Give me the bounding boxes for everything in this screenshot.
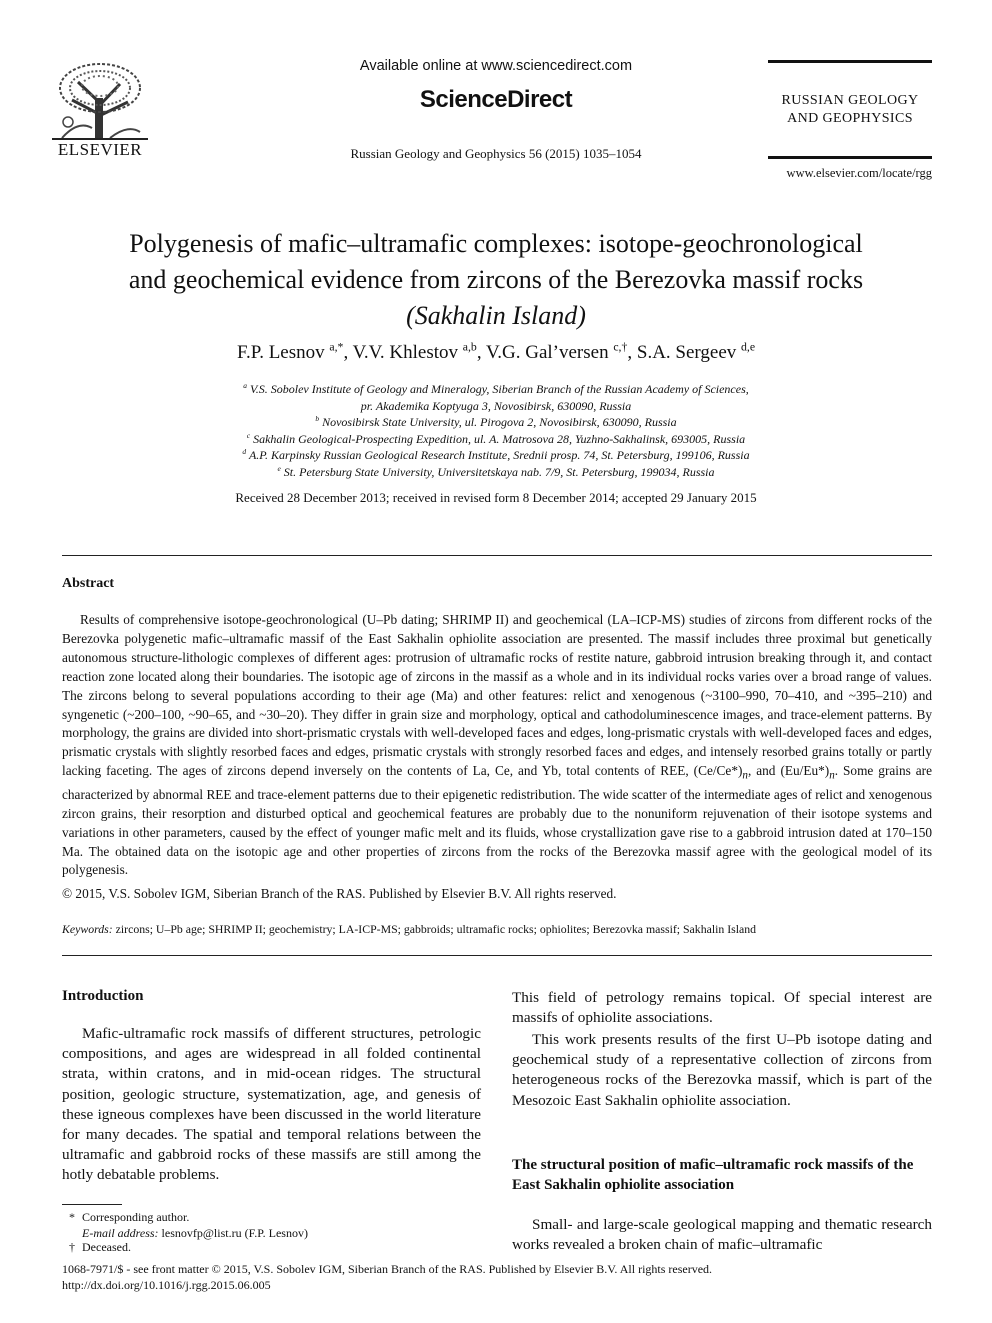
journal-name — [766, 92, 934, 128]
affiliation-a-continued: pr. Akademika Koptyuga 3, Novosibirsk, 630090, Russia — [360, 399, 632, 413]
author-affiliation-marks: a,b — [462, 340, 477, 354]
ratio-ce: (Ce/Ce*) — [693, 763, 743, 779]
affiliation-text: A.P. Karpinsky Russian Geological Research Institute, Srednii prosp. 74, St. Petersburg, 199106, Russia — [248, 448, 750, 462]
affiliation-mark: e — [277, 464, 281, 473]
affiliation-c — [100, 431, 892, 448]
journal-rule-top — [768, 60, 932, 63]
footnote-rule — [62, 1204, 122, 1205]
author-name[interactable]: V.G. Gal’versen — [485, 342, 609, 363]
article-title — [60, 226, 932, 334]
affiliation-text: Novosibirsk State University, ul. Pirogova 2, Novosibirsk, 630090, Russia — [322, 415, 677, 429]
abstract-copyright: © 2015, V.S. Sobolev IGM, Siberian Branch of the RAS. Published by Elsevier B.V. All rights reserved. — [62, 886, 617, 901]
author-separator: , — [343, 342, 353, 363]
title-line-3: (Sakhalin Island) — [406, 301, 586, 330]
footnote-deceased — [62, 1240, 131, 1255]
author-separator: , — [476, 342, 486, 363]
body-paragraph: This work presents results of the first U–Pb isotope dating and geochemical study of a representative collection of zircons from heterogeneous rocks of the Berezovka massif, which is part of the Mesozoic East Sakhalin ophiolite association. — [512, 1031, 932, 1109]
ratio-eu: (Eu/Eu*) — [780, 763, 830, 779]
email-label: E-mail address: — [82, 1226, 159, 1240]
footnote-text: Deceased. — [82, 1240, 131, 1254]
journal-rule-bottom — [768, 156, 932, 159]
journal-citation: Russian Geology and Geophysics 56 (2015) 1035–1054 — [350, 146, 642, 161]
body-paragraph: Small- and large-scale geological mapping and thematic research works revealed a broken chain of mafic–ultramafic — [512, 1216, 932, 1254]
keywords-list: zircons; U–Pb age; SHRIMP II; geochemistry; LA-ICP-MS; gabbroids; ultramafic rocks; ophiolites; Berezovka massif; Sakhalin Island — [115, 922, 757, 936]
keywords — [62, 922, 932, 937]
journal-name-line1: RUSSIAN GEOLOGY — [781, 93, 919, 108]
journal-url-link[interactable]: www.elsevier.com/locate/rgg — [786, 166, 932, 180]
keywords-label: Keywords: — [62, 922, 113, 936]
affiliation-text: St. Petersburg State University, Universitetskaya nab. 7/9, St. Petersburg, 199034, Russia — [283, 465, 715, 479]
journal-name-line2: AND GEOPHYSICS — [787, 111, 913, 126]
body-paragraph: This field of petrology remains topical. Of special interest are massifs of ophiolite associations. — [512, 989, 932, 1027]
abstract-text — [62, 611, 932, 880]
author-separator: , — [627, 342, 637, 363]
affiliation-mark: d — [242, 447, 247, 456]
affiliation-mark: c — [246, 431, 251, 440]
affiliation-b — [100, 414, 892, 431]
author-name[interactable]: S.A. Sergeev — [636, 342, 737, 363]
footnote-email — [62, 1226, 308, 1241]
doi-link[interactable]: http://dx.doi.org/10.1016/j.rgg.2015.06.005 — [62, 1278, 271, 1292]
footnote-text: Corresponding author. — [82, 1210, 190, 1224]
divider-bottom — [62, 955, 932, 956]
abstract-part-2: . Some grains are characterized by abnormal REE and trace-element patterns due to their epigenetic redistribution. The wide scatter of the intermediate ages of relict and xenogenous zircon grains, their resorption and disturbed optical and geochemical features are probably due to the nonuniform rejuvenation of their isotope systems and variations in other parameters, caused by the effect of younger mafic melt and its fluids, whose crystallization gave rise to a gabbroid intrusion dated at 170–150 Ma. The obtained data on the isotopic age and other properties of zircons from the rocks of the Berezovka massif agree with the geological model of its polygenesis. — [62, 763, 933, 878]
author-affiliation-marks: c,† — [613, 340, 628, 354]
ratio-eu-subscript: n — [829, 769, 835, 782]
introduction-heading: Introduction — [62, 988, 144, 1004]
issn-line: 1068-7971/$ - see front matter © 2015, V.S. Sobolev IGM, Siberian Branch of the RAS. Published by Elsevier B.V. All rights reserved. — [62, 1262, 713, 1276]
author-affiliation-marks: d,e — [741, 340, 756, 354]
available-online-link[interactable]: Available online at www.sciencedirect.com — [359, 58, 633, 74]
publisher-name: ELSEVIER — [57, 140, 143, 159]
affiliation-d — [100, 447, 892, 464]
affiliation-mark: a — [243, 381, 247, 390]
introduction-paragraph: Mafic-ultramafic rock massifs of different structures, petrologic compositions, and ages are widespread in all folded continental strata, within cratons, and in mid-ocean ridges. The structural position, geologic structure, systematization, age, and genesis of these igneous complexes have been discussed in the world literature for many decades. The spatial and temporal relations between the ultramafic and gabbroid rocks of these massifs are still among the hotly debatable problems. — [62, 1025, 481, 1184]
author-name[interactable]: F.P. Lesnov — [236, 342, 325, 363]
affiliation-text: V.S. Sobolev Institute of Geology and Mineralogy, Siberian Branch of the Russian Academy of Sciences, — [249, 382, 749, 396]
footnote-mark: † — [69, 1240, 75, 1254]
email-link[interactable]: lesnovfp@list.ru (F.P. Lesnov) — [161, 1226, 308, 1240]
footnote-mark: * — [69, 1210, 75, 1224]
affiliation-mark: b — [315, 414, 320, 423]
title-line-1: Polygenesis of mafic–ultramafic complexes: isotope-geochronological — [129, 229, 863, 258]
and-word: , and — [747, 763, 781, 779]
ratio-ce-subscript: n — [742, 769, 748, 782]
abstract-heading: Abstract — [62, 576, 115, 591]
divider-top — [62, 555, 932, 556]
section-heading: The structural position of mafic–ultramafic rock massifs of the East Sakhalin ophiolite association — [512, 1157, 914, 1193]
affiliation-e — [100, 464, 892, 481]
footnote-corresponding — [62, 1210, 189, 1225]
page-footer — [62, 1261, 932, 1293]
affiliation-a — [100, 381, 892, 398]
abstract-part-1: Results of comprehensive isotope-geochronological (U–Pb dating; SHRIMP II) and geochemical (LA–ICP-MS) studies of zircons from different rocks of the Berezovka polygenetic mafic–ultramafic massif of the East Sakhalin ophiolite association are presented. The massif includes three proximal but genetically autonomous structure-lithologic complexes of different ages: protrusion of ultramafic rocks of restite nature, gabbroid intrusion breaking through it, and contact reaction zone located along their boundaries. The isotopic age of zircons in the massif as a whole and in its individual rocks varies over a broad range of values. The zircons belong to several populations according to their age (Ma) and other features: relict and xenogenous (~3100–990, 70–410, and ~395–210) and syngenetic (~200–100, ~90–65, and ~30–20). They differ in grain size and morphology, optical and cathodoluminescence images, and trace-element patterns. By morphology, the grains are divided into short-prismatic crystals with well-developed faces and edges, long-prismatic crystals with well-developed faces and edges, prismatic crystals with slightly resorbed faces and edges, prismatic crystals with strongly resorbed faces and edges, and intensely resorbed grains totally or partly lacking faceting. The ages of zircons depend inversely on the contents of La, Ce, and Yb, total contents of REE, — [62, 612, 932, 779]
author-affiliation-marks: a,* — [329, 340, 344, 354]
author-list — [60, 342, 932, 364]
affiliation-text: Sakhalin Geological-Prospecting Expedition, ul. A. Matrosova 28, Yuzhno-Sakhalinsk, 693005, Russia — [253, 432, 746, 446]
sciencedirect-logo-text: ScienceDirect — [419, 86, 573, 113]
author-name[interactable]: V.V. Khlestov — [352, 342, 459, 363]
received-dates: Received 28 December 2013; received in revised form 8 December 2014; accepted 29 January 2015 — [235, 490, 757, 505]
title-line-2: and geochemical evidence from zircons of the Berezovka massif rocks — [128, 265, 864, 294]
